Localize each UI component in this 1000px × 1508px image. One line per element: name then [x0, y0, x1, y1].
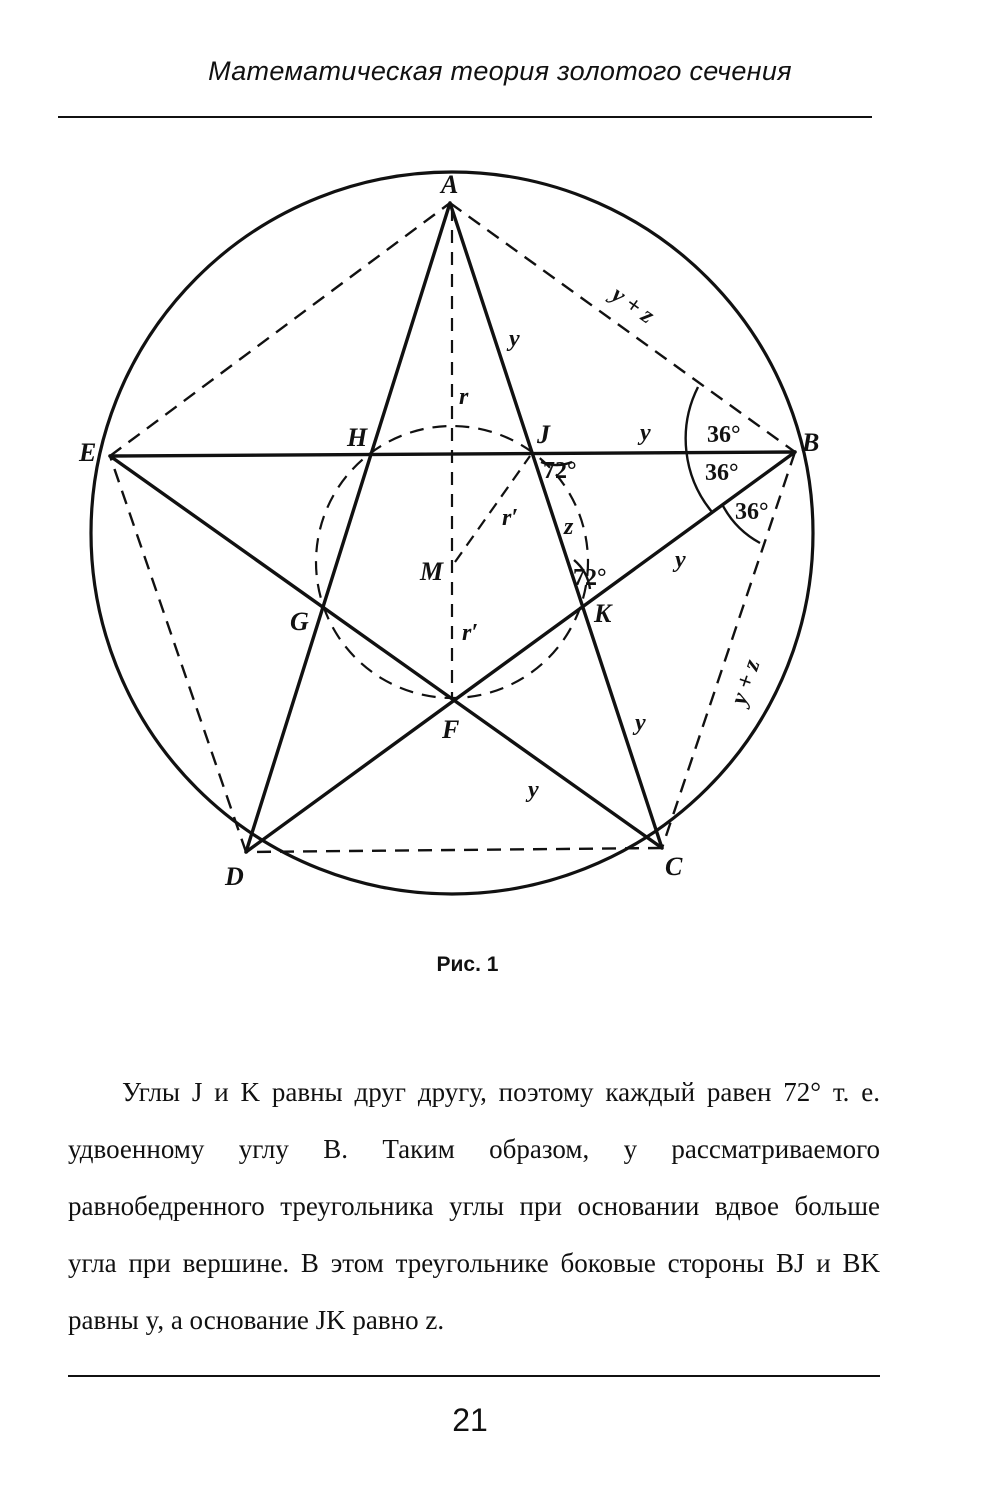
label-y-JB: y	[640, 420, 651, 446]
label-angle-B-top: 36°	[707, 422, 741, 448]
point-A-label: A	[441, 170, 459, 199]
point-H-label: H	[347, 423, 368, 452]
side-AB	[450, 203, 795, 452]
footer-rule	[68, 1375, 880, 1377]
line-AD	[246, 203, 450, 852]
label-r: r	[459, 384, 469, 410]
point-M-label: M	[420, 557, 444, 586]
label-y-KC: y	[635, 710, 646, 736]
label-y-FC: y	[528, 777, 539, 803]
page-number: 21	[452, 1402, 488, 1438]
line-EB	[110, 452, 795, 456]
side-BC	[662, 452, 795, 848]
line-BD	[246, 452, 795, 852]
point-F-label: F	[442, 715, 460, 744]
side-CD	[246, 848, 662, 852]
point-D-label: D	[225, 862, 244, 891]
label-y-plus-z-BC: y + z	[726, 656, 766, 708]
point-B-label: B	[802, 428, 820, 457]
point-G-label: G	[290, 607, 309, 636]
point-E-label: E	[79, 438, 97, 467]
side-EA	[110, 203, 450, 456]
body-text	[68, 1064, 880, 1349]
radius-MJ	[455, 456, 530, 562]
running-title: Математическая теория золотого сечения	[208, 56, 792, 86]
label-z: z	[564, 514, 574, 540]
side-DE	[110, 456, 246, 852]
label-angle-K: 72°	[573, 565, 607, 591]
label-angle-B-low: 36°	[735, 499, 769, 525]
point-C-label: C	[665, 852, 683, 881]
label-y-BK: y	[675, 547, 686, 573]
arc-B-large	[686, 387, 712, 512]
label-y-plus-z-AB: y + z	[606, 281, 659, 330]
body-paragraph: Углы J и K равны друг другу, поэтому каждый равен 72° т. е. удвоенному углу B. Таким образом, у рассматриваемого равнобедренного треугольника углы при основании вдвое больше угла при вершине. В этом треугольнике боковые стороны BJ и BK равны y, а основание JK равно z.	[68, 1077, 880, 1335]
label-angle-J: 72°	[543, 458, 577, 484]
label-y-AJ: y	[509, 326, 520, 352]
figure-caption: Рис. 1	[436, 953, 499, 976]
point-J-label: J	[537, 420, 550, 449]
label-r-prime-MJ: r′	[502, 505, 519, 531]
point-K-label: K	[594, 599, 612, 628]
label-angle-B-mid: 36°	[705, 460, 739, 486]
label-r-prime-MF: r′	[462, 620, 479, 646]
